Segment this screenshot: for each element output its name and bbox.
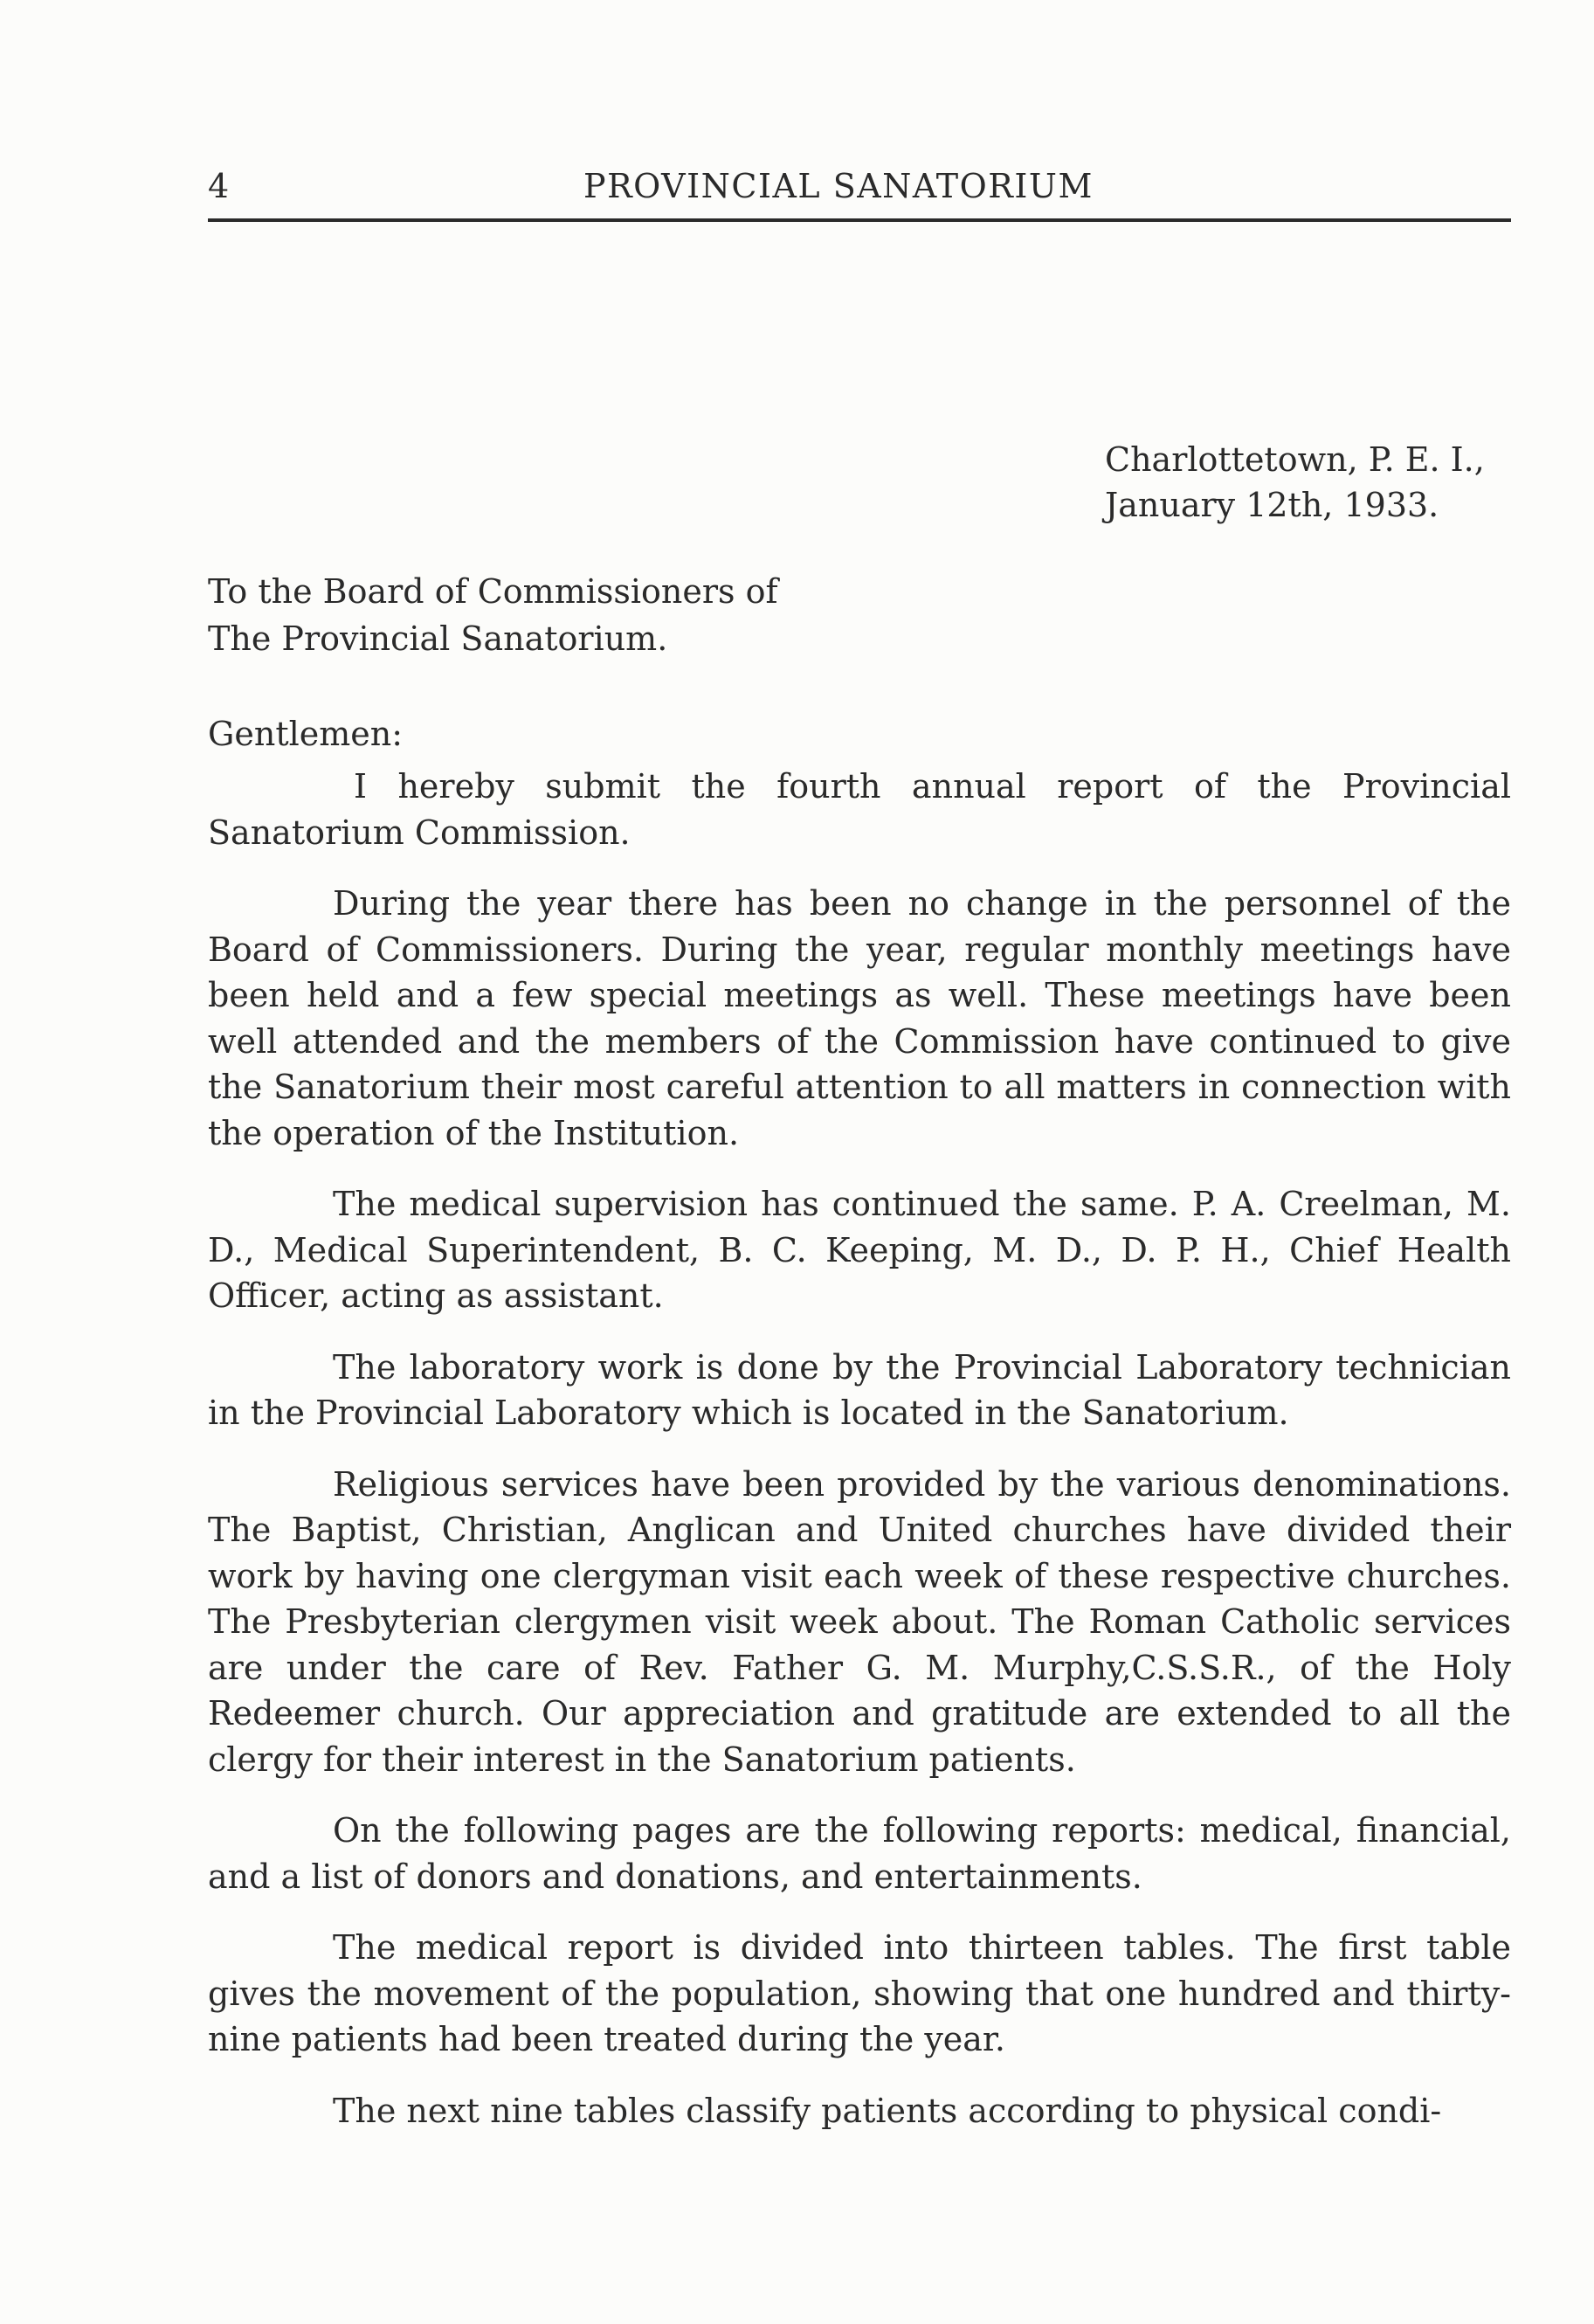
letter-body	[208, 764, 1511, 2159]
running-title: PROVINCIAL SANATORIUM	[583, 167, 1094, 205]
paragraph-board-meetings: During the year there has been no change in the personnel of the Board of Commissioners. During the year, regular monthly meetings have been held and a few special meetings as well. These meetings have been well attended and the members of the Commission have continued to give the Sanatorium their most careful attention to all matters in connection with the operation of the Institution.	[208, 884, 1511, 1152]
dateline	[1105, 437, 1485, 528]
recipient-line-1: To the Board of Commissioners of	[208, 572, 778, 611]
dateline-place: Charlottetown, P. E. I.,	[1105, 440, 1485, 479]
header-rule	[208, 218, 1511, 222]
paragraph-next-tables: The next nine tables classify patients according to physical condi-	[333, 2091, 1442, 2130]
page-number: 4	[208, 167, 230, 205]
dateline-date: January 12th, 1933.	[1105, 486, 1439, 524]
page-header	[208, 163, 1511, 217]
salutation: Gentlemen:	[208, 715, 404, 753]
paragraph-report-submission: I hereby submit the fourth annual report of the Provincial Sanatorium Commission.	[208, 767, 1511, 852]
recipient-address	[208, 568, 778, 662]
paragraph-reports-list: On the following pages are the following reports: medical, financial, and a list of donors and donations, and entertainments.	[208, 1811, 1511, 1896]
paragraph-religious-services: Religious services have been provided by the various denominations. The Baptist, Christian, Anglican and United churches have divided their work by having one clergyman visit each week of these respective churches. The Presbyterian clergymen visit week about. The Roman Catholic services are under the care of Rev. Father G. M. Murphy,C.S.S.R., of the Holy Redeemer church. Our appreciation and gratitude are extended to all the clergy for their interest in the Sanatorium patients.	[208, 1464, 1511, 1779]
paragraph-laboratory: The laboratory work is done by the Provincial Laboratory technician in the Provincial Laboratory which is located in the Sanatorium.	[208, 1347, 1511, 1432]
paragraph-medical-report: The medical report is divided into thirteen tables. The first table gives the movement of the population, showing that one hundred and thirty-nine patients had been treated during the year.	[208, 1928, 1511, 2058]
recipient-line-2: The Provincial Sanatorium.	[208, 619, 668, 658]
paragraph-medical-supervision: The medical supervision has continued the same. P. A. Creelman, M. D., Medical Superintendent, B. C. Keeping, M. D., D. P. H., Chief Health Officer, acting as assistant.	[208, 1185, 1511, 1315]
